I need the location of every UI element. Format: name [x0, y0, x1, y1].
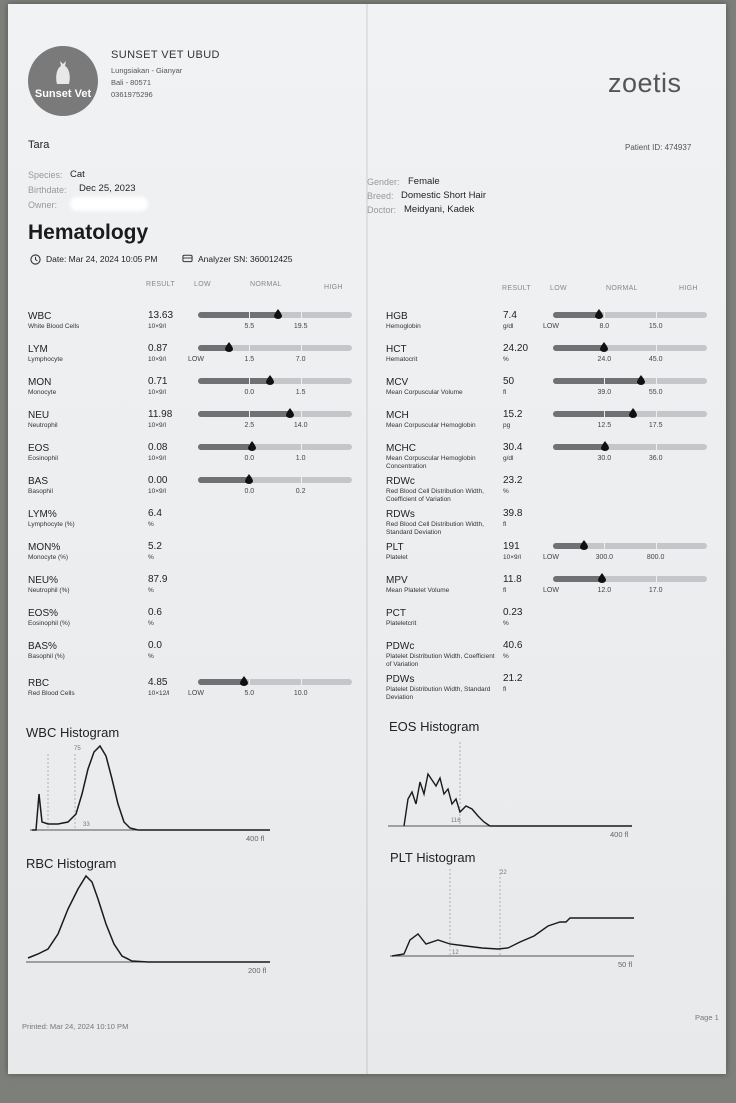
clinic-phone: 0361975296: [111, 90, 153, 99]
param-low-flag: LOW: [188, 690, 204, 697]
param-unit: pg: [503, 422, 511, 429]
param-low-flag: LOW: [188, 356, 204, 363]
param-unit: %: [148, 587, 154, 594]
param-ref-low: 5.5: [244, 323, 255, 330]
param-result: 0.87: [148, 343, 168, 354]
report-title: Hematology: [28, 221, 149, 244]
eos-histogram: [388, 742, 632, 826]
param-ref-low: 39.0: [597, 389, 612, 396]
eos-histogram-title: EOS Histogram: [389, 719, 480, 734]
param-unit: fl: [503, 686, 507, 693]
brand-logo: zoetis: [608, 68, 682, 98]
param-full-name: Hemoglobin: [386, 323, 421, 330]
param-unit: %: [148, 554, 154, 561]
breed-label: Breed:: [367, 191, 394, 201]
param-unit: g/dl: [503, 323, 514, 330]
param-ref-high: 55.0: [648, 389, 663, 396]
param-ref-high: 36.0: [648, 455, 663, 462]
param-name: LYM%: [28, 509, 57, 520]
param-full-name: Monocyte: [28, 389, 57, 396]
right-col-low-header: LOW: [550, 285, 567, 292]
param-result: 15.2: [503, 409, 523, 420]
doctor-value: Meidyani, Kadek: [404, 204, 475, 215]
param-result: 0.08: [148, 442, 168, 453]
param-full-name: Neutrophil (%): [28, 587, 70, 594]
param-result: 7.4: [503, 310, 517, 321]
param-name: RDWc: [386, 476, 415, 487]
param-ref-low: 30.0: [597, 455, 612, 462]
param-name: HCT: [386, 344, 407, 355]
param-unit: 10×9/l: [148, 323, 166, 330]
param-result: 40.6: [503, 640, 523, 651]
param-result: 21.2: [503, 673, 523, 684]
param-full-name: Mean Corpuscular Hemoglobin: [386, 422, 476, 429]
param-full-name: Eosinophil: [28, 455, 58, 462]
param-ref-low: 8.0: [599, 323, 610, 330]
gender-value: Female: [408, 176, 440, 187]
param-ref-low: 0.0: [244, 455, 255, 462]
left-col-low-header: LOW: [194, 281, 211, 288]
param-unit: %: [148, 521, 154, 528]
eos-marker-label: 116: [451, 818, 461, 824]
param-unit: 10×9/l: [148, 389, 166, 396]
wbc-axis-max: 400 fl: [246, 834, 265, 843]
printed-date: Printed: Mar 24, 2024 10:10 PM: [22, 1022, 129, 1031]
left-col-high-header: HIGH: [324, 284, 343, 291]
param-unit: %: [503, 488, 509, 495]
param-result: 24.20: [503, 343, 529, 354]
param-result: 0.23: [503, 607, 523, 618]
param-result: 11.8: [503, 574, 522, 585]
param-ref-high: 7.0: [295, 356, 306, 363]
param-full-name: Platelet Distribution Width, Standard Deviation: [386, 686, 491, 701]
param-full-name: Mean Corpuscular Hemoglobin Concentration: [386, 455, 476, 470]
species-label: Species:: [28, 170, 63, 180]
param-name: PDWs: [386, 674, 415, 685]
param-ref-low: 0.0: [244, 389, 255, 396]
param-full-name: White Blood Cells: [28, 323, 80, 330]
param-name: HGB: [386, 311, 408, 322]
param-full-name: Platelet Distribution Width, Coefficient of Variation: [386, 653, 495, 668]
param-result: 87.9: [148, 574, 168, 585]
param-ref-low: 12.0: [597, 587, 612, 594]
plt-histogram-title: PLT Histogram: [390, 850, 476, 865]
logo-text: Sunset Vet: [34, 88, 92, 100]
param-result: 39.8: [503, 508, 523, 519]
param-ref-high: 15.0: [648, 323, 663, 330]
param-result: 13.63: [148, 310, 174, 321]
param-unit: 10×9/l: [503, 554, 521, 561]
lab-report-paper: [8, 4, 726, 1074]
param-name: MON%: [28, 542, 61, 553]
param-name: RDWs: [386, 509, 415, 520]
param-name: MON: [28, 377, 52, 388]
param-result: 0.0: [148, 640, 162, 651]
param-full-name: Basophil: [28, 488, 53, 495]
birthdate-value: Dec 25, 2023: [79, 183, 136, 194]
param-ref-high: 45.0: [648, 356, 663, 363]
rbc-histogram-curve: [28, 876, 270, 962]
param-unit: 10×12/l: [148, 690, 170, 697]
param-name: NEU%: [28, 575, 59, 586]
param-unit: %: [148, 620, 154, 627]
param-ref-low: 5.0: [244, 690, 255, 697]
param-ref-high: 19.5: [293, 323, 308, 330]
eos-histogram-curve: [404, 774, 632, 826]
param-unit: fl: [503, 521, 507, 528]
plt-histogram-curve: [392, 918, 634, 956]
param-ref-high: 1.0: [295, 455, 306, 462]
param-low-flag: LOW: [543, 323, 559, 330]
param-full-name: Red Blood Cells: [28, 690, 75, 697]
param-unit: %: [148, 653, 154, 660]
param-full-name: Plateletcrit: [386, 620, 417, 627]
eos-axis-max: 400 fl: [610, 830, 629, 839]
breed-value: Domestic Short Hair: [401, 190, 486, 201]
param-name: BAS: [28, 476, 49, 487]
param-name: MCV: [386, 377, 409, 388]
param-name: EOS: [28, 443, 50, 454]
wbc-marker-label-1: 75: [74, 746, 81, 752]
param-full-name: Basophil (%): [28, 653, 65, 660]
owner-label: Owner:: [28, 200, 58, 210]
clinic-name: SUNSET VET UBUD: [111, 49, 220, 61]
param-ref-low: 1.5: [244, 356, 255, 363]
patient-name: Tara: [28, 139, 50, 151]
param-full-name: Neutrophil: [28, 422, 58, 429]
param-unit: 10×9/l: [148, 422, 166, 429]
param-unit: 10×9/l: [148, 356, 166, 363]
wbc-histogram-title: WBC Histogram: [26, 725, 120, 740]
param-name: RBC: [28, 678, 50, 689]
param-ref-high: 1.5: [295, 389, 306, 396]
param-name: MCHC: [386, 443, 416, 454]
param-name: BAS%: [28, 641, 57, 652]
param-full-name: Lymphocyte: [28, 356, 63, 363]
param-name: LYM: [28, 344, 48, 355]
param-full-name: Mean Corpuscular Volume: [386, 389, 463, 396]
param-ref-low: 300.0: [595, 554, 614, 561]
analyzer-sn: Analyzer SN: 360012425: [198, 254, 293, 264]
param-ref-low: 0.0: [244, 488, 255, 495]
param-result: 30.4: [503, 442, 523, 453]
wbc-marker-label-2: 33: [83, 822, 90, 828]
page-number: Page 1: [695, 1013, 719, 1022]
param-result: 191: [503, 541, 520, 552]
species-value: Cat: [70, 169, 85, 180]
param-unit: 10×9/l: [148, 488, 166, 495]
param-ref-high: 0.2: [295, 488, 306, 495]
param-unit: g/dl: [503, 455, 514, 462]
param-result: 23.2: [503, 475, 523, 486]
param-name: WBC: [28, 311, 52, 322]
param-full-name: Eosinophil (%): [28, 620, 70, 627]
param-ref-high: 800.0: [646, 554, 665, 561]
rbc-axis-max: 200 fl: [248, 966, 267, 975]
param-name: PLT: [386, 542, 404, 553]
param-low-flag: LOW: [543, 587, 559, 594]
param-full-name: Mean Platelet Volume: [386, 587, 450, 594]
param-result: 0.6: [148, 607, 162, 618]
param-result: 6.4: [148, 508, 162, 519]
param-result: 0.71: [148, 376, 168, 387]
param-full-name: Lymphocyte (%): [28, 521, 75, 528]
param-full-name: Hematocrit: [386, 356, 418, 363]
param-full-name: Monocyte (%): [28, 554, 69, 561]
param-ref-high: 10.0: [293, 690, 308, 697]
birthdate-label: Birthdate:: [28, 185, 67, 195]
plt-marker-label-2: 12: [452, 950, 459, 956]
param-full-name: Red Blood Cell Distribution Width, Standard Deviation: [386, 521, 484, 536]
param-name: EOS%: [28, 608, 59, 619]
param-ref-low: 2.5: [244, 422, 255, 429]
param-name: PCT: [386, 608, 406, 619]
param-result: 50: [503, 376, 515, 387]
param-name: MCH: [386, 410, 409, 421]
param-unit: %: [503, 620, 509, 627]
param-unit: fl: [503, 587, 507, 594]
patient-id: Patient ID: 474937: [625, 143, 692, 152]
param-unit: fl: [503, 389, 507, 396]
param-unit: %: [503, 356, 509, 363]
param-result: 11.98: [148, 409, 173, 420]
left-col-result-header: RESULT: [146, 281, 175, 288]
param-unit: %: [503, 653, 509, 660]
rbc-histogram-title: RBC Histogram: [26, 856, 117, 871]
param-result: 5.2: [148, 541, 162, 552]
left-col-normal-header: NORMAL: [250, 281, 282, 288]
param-ref-high: 17.0: [648, 587, 663, 594]
param-ref-high: 14.0: [293, 422, 308, 429]
clinic-address-1: Lungsiakan - Gianyar: [111, 66, 183, 75]
rbc-histogram: [26, 876, 270, 962]
param-result: 0.00: [148, 475, 168, 486]
param-name: MPV: [386, 575, 408, 586]
doctor-label: Doctor:: [367, 205, 397, 215]
param-ref-high: 17.5: [648, 422, 663, 429]
histogram-canvas: [8, 4, 726, 1074]
param-name: NEU: [28, 410, 50, 421]
right-col-high-header: HIGH: [679, 285, 698, 292]
param-ref-low: 24.0: [597, 356, 612, 363]
report-date: Date: Mar 24, 2024 10:05 PM: [46, 254, 158, 264]
plt-marker-label-1: 22: [500, 870, 507, 876]
clinic-address-2: Bali - 80571: [111, 78, 152, 87]
gender-label: Gender:: [367, 177, 400, 187]
param-ref-low: 12.5: [597, 422, 612, 429]
param-name: PDWc: [386, 641, 415, 652]
wbc-histogram-curve: [32, 746, 270, 830]
right-col-result-header: RESULT: [502, 285, 531, 292]
right-col-normal-header: NORMAL: [606, 285, 638, 292]
param-full-name: Platelet: [386, 554, 408, 561]
param-full-name: Red Blood Cell Distribution Width, Coefficient of Variation: [386, 488, 484, 503]
param-result: 4.85: [148, 677, 168, 688]
param-low-flag: LOW: [543, 554, 559, 561]
wbc-histogram: [30, 746, 270, 830]
plt-histogram: [390, 869, 634, 956]
param-unit: 10×9/l: [148, 455, 166, 462]
plt-axis-max: 50 fl: [618, 960, 633, 969]
